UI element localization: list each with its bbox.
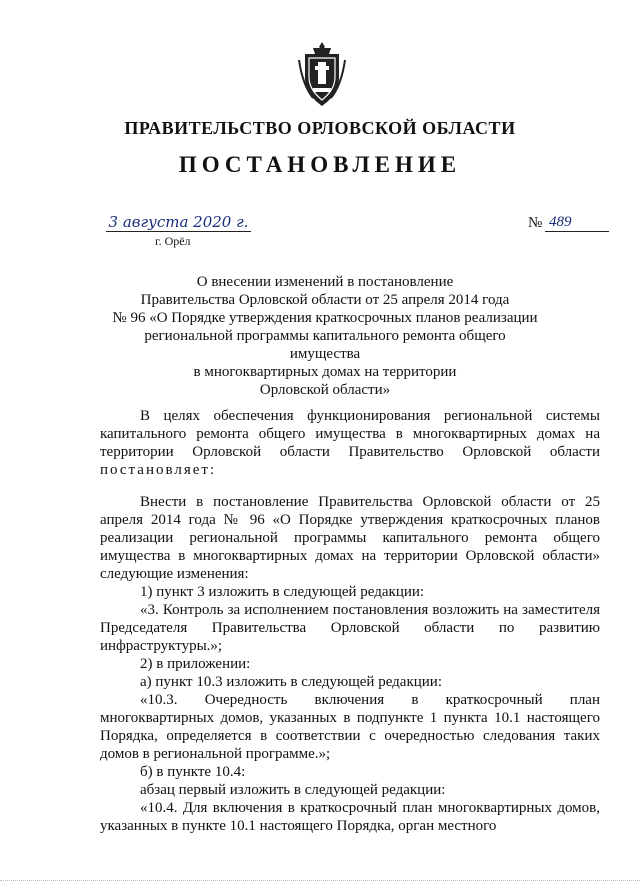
point-10-4-paragraph: «10.4. Для включения в краткосрочный план многоквартирных домов, указанных в пункте 10.1 настоящего Порядка, орган местного bbox=[100, 800, 600, 834]
preamble-paragraph bbox=[100, 407, 600, 479]
document-type-title: ПОСТАНОВЛЕНИЕ bbox=[178, 152, 462, 177]
item-1-paragraph: 1) пункт 3 изложить в следующей редакции: bbox=[140, 584, 425, 600]
document-number: 489 bbox=[545, 213, 609, 232]
document-date: 3 августа 2020 г. bbox=[106, 213, 251, 232]
paragraph-one-instruction: абзац первый изложить в следующей редакции: bbox=[140, 782, 446, 798]
organization-title: ПРАВИТЕЛЬСТВО ОРЛОВСКОЙ ОБЛАСТИ bbox=[124, 118, 516, 138]
document-subject: О внесении изменений в постановление Правительства Орловской области от 25 апреля 2014 года № 96 «О Порядке утверждения краткосрочных планов реализации региональной программы капитального ремонта общего имущества в многоквартирных домах на территории Орловской области» bbox=[112, 274, 538, 398]
coat-of-arms-emblem bbox=[297, 40, 347, 108]
document-number-label: № bbox=[528, 215, 543, 231]
item-2a-paragraph: а) пункт 10.3 изложить в следующей редакции: bbox=[140, 674, 442, 690]
item-2b-paragraph: б) в пункте 10.4: bbox=[140, 764, 246, 780]
amendment-intro-paragraph: Внести в постановление Правительства Орловской области от 25 апреля 2014 года № 96 «О Порядке утверждения краткосрочных планов реализации региональной программы капитального ремонта общего имущества в многоквартирных домах на территории Орловской области» следующие изменения: bbox=[100, 494, 600, 582]
preamble-text: В целях обеспечения функционирования региональной системы капитального ремонта общего имущества в многоквартирных домах на территории Орловской области Правительство Орловской области bbox=[100, 408, 600, 460]
item-1-text-paragraph: «3. Контроль за исполнением постановления возложить на заместителя Председателя Правительства Орловской области по развитию инфраструктуры.»; bbox=[100, 602, 600, 654]
page-bottom-edge bbox=[0, 880, 640, 881]
point-10-3-paragraph: «10.3. Очередность включения в краткосрочный план многоквартирных домов, указанных в подпункте 1 пункта 10.1 настоящего Порядка, определяется в соответствии с очередностью следования таких домов в региональной программе.»; bbox=[100, 692, 600, 762]
resolves-word: постановляет: bbox=[100, 462, 217, 478]
item-2-paragraph: 2) в приложении: bbox=[140, 656, 251, 672]
city-label: г. Орёл bbox=[155, 234, 191, 248]
